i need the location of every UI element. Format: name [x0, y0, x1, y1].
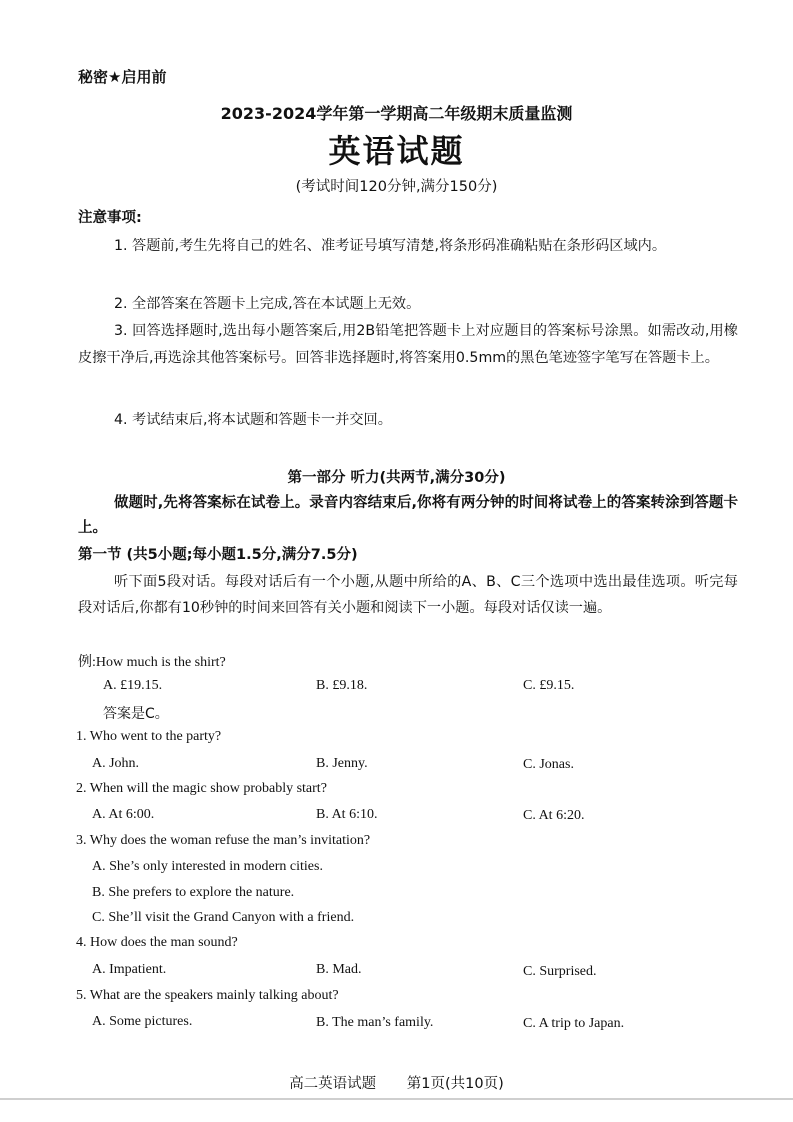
q1-option-a: A. John. — [92, 756, 140, 771]
q3-option-c: C. She’ll visit the Grand Canyon with a friend. — [92, 910, 355, 925]
section1-heading: 第一节 (共5小题;每小题1.5分,满分7.5分) — [78, 547, 358, 563]
page-footer — [0, 1072, 793, 1093]
part1-intro: 做题时,先将答案标在试卷上。录音内容结束后,你将有两分钟的时间将试卷上的答案转涂到答题卡上。 — [78, 495, 738, 536]
confidential-label: 秘密★启用前 — [78, 68, 167, 86]
notice-item-3: 3. 回答选择题时,选出每小题答案后,用2B铅笔把答题卡上对应题目的答案标号涂黑。如需改动,用橡皮擦干净后,再选涂其他答案标号。回答非选择题时,将答案用0.5mm的黑色笔迹签字笔写在答题卡上。 — [78, 323, 738, 366]
question-2: 2. When will the magic show probably start? — [76, 781, 327, 796]
notice-heading: 注意事项: — [78, 210, 142, 226]
exam-time-info: (考试时间120分钟,满分150分) — [295, 179, 498, 195]
notice-item-1: 1. 答题前,考生先将自己的姓名、准考证号填写清楚,将条形码准确粘贴在条形码区域内。 — [114, 238, 667, 254]
question-3: 3. Why does the woman refuse the man’s invitation? — [76, 833, 371, 848]
section1-intro: 听下面5段对话。每段对话后有一个小题,从题中所给的A、B、C三个选项中选出最佳选项。听完每段对话后,你都有10秒钟的时间来回答有关小题和阅读下一小题。每段对话仅读一遍。 — [78, 574, 738, 616]
example-question: 例:How much is the shirt? — [78, 655, 226, 670]
notice-item-4: 4. 考试结束后,将本试题和答题卡一并交回。 — [114, 412, 392, 428]
question-5: 5. What are the speakers mainly talking about? — [76, 988, 339, 1003]
q1-option-b: B. Jenny. — [316, 756, 368, 771]
example-answer: 答案是C。 — [103, 706, 169, 722]
footer-page-number: 第1页(共10页) — [406, 1076, 504, 1092]
page-title: 英语试题 — [328, 132, 465, 170]
q2-option-b: B. At 6:10. — [316, 807, 378, 822]
example-option-a: A. £19.15. — [103, 678, 163, 693]
q4-option-b: B. Mad. — [316, 962, 362, 977]
question-4: 4. How does the man sound? — [76, 935, 238, 950]
footer-subject: 高二英语试题 — [289, 1076, 377, 1092]
q5-option-c: C. A trip to Japan. — [523, 1016, 625, 1031]
q4-option-a: A. Impatient. — [92, 962, 167, 977]
bottom-divider — [0, 1098, 793, 1100]
part1-heading: 第一部分 听力(共两节,满分30分) — [287, 470, 506, 486]
question-1: 1. Who went to the party? — [76, 729, 222, 744]
example-option-b: B. £9.18. — [316, 678, 368, 693]
q3-option-b: B. She prefers to explore the nature. — [92, 885, 295, 900]
example-option-c: C. £9.15. — [523, 678, 575, 693]
q5-option-a: A. Some pictures. — [92, 1014, 193, 1029]
q5-option-b: B. The man’s family. — [316, 1015, 434, 1030]
notice-item-2: 2. 全部答案在答题卡上完成,答在本试题上无效。 — [114, 296, 421, 312]
q2-option-c: C. At 6:20. — [523, 808, 585, 823]
q1-option-c: C. Jonas. — [523, 757, 574, 772]
q2-option-a: A. At 6:00. — [92, 807, 155, 822]
exam-subtitle: 2023-2024学年第一学期高二年级期末质量监测 — [220, 104, 573, 123]
q4-option-c: C. Surprised. — [523, 964, 597, 979]
q3-option-a: A. She’s only interested in modern cities. — [92, 859, 323, 874]
